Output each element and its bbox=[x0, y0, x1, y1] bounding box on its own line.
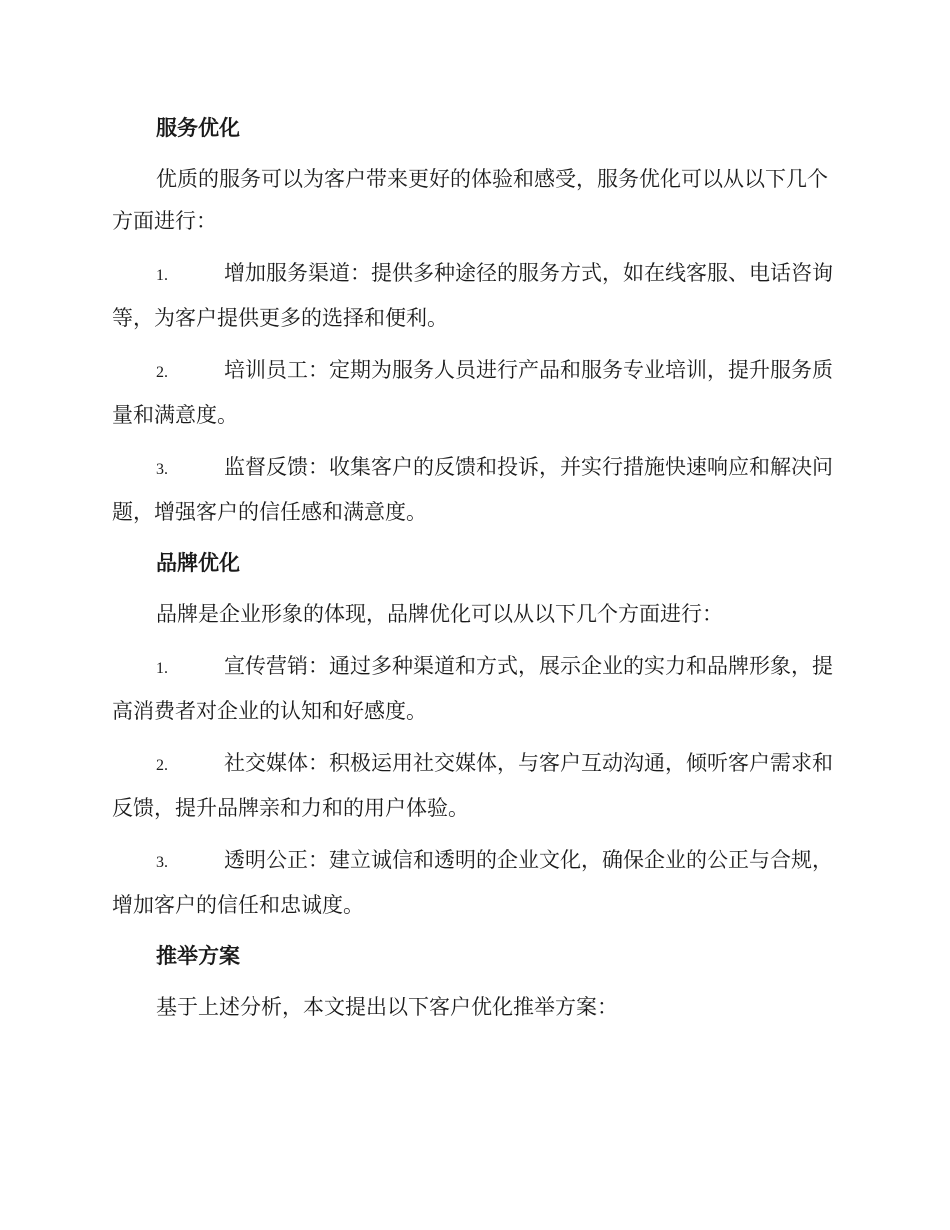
section-heading: 推举方案 bbox=[156, 943, 240, 968]
list-item-number: 3. bbox=[156, 461, 168, 478]
list-item-number: 2. bbox=[156, 364, 168, 381]
document-body bbox=[112, 108, 837, 1038]
list-item-number: 3. bbox=[156, 854, 168, 871]
list-item-text: 社交媒体：积极运用社交媒体，与客户互动沟通，倾听客户需求和反馈，提升品牌亲和力和的用户体验。 bbox=[112, 751, 833, 820]
list-item bbox=[112, 446, 837, 533]
list-item-text: 透明公正：建立诚信和透明的企业文化，确保企业的公正与合规，增加客户的信任和忠诚度。 bbox=[112, 848, 833, 917]
list-item-number: 1. bbox=[156, 660, 168, 677]
section-heading: 服务优化 bbox=[156, 115, 240, 140]
list-item-text: 监督反馈：收集客户的反馈和投诉，并实行措施快速响应和解决问题，增强客户的信任感和满意度。 bbox=[112, 455, 833, 524]
list-item-number: 1. bbox=[156, 267, 168, 284]
list-item-text: 宣传营销：通过多种渠道和方式，展示企业的实力和品牌形象，提高消费者对企业的认知和好感度。 bbox=[112, 654, 833, 723]
list-item bbox=[112, 349, 837, 436]
section-intro: 基于上述分析，本文提出以下客户优化推举方案： bbox=[156, 995, 618, 1019]
list-item-text: 增加服务渠道：提供多种途径的服务方式，如在线客服、电话咨询等，为客户提供更多的选择和便利。 bbox=[112, 261, 833, 330]
section-intro: 优质的服务可以为客户带来更好的体验和感受，服务优化可以从以下几个方面进行： bbox=[112, 167, 828, 233]
list-item bbox=[112, 645, 837, 732]
list-item-number: 2. bbox=[156, 757, 168, 774]
list-item bbox=[112, 742, 837, 829]
list-item bbox=[112, 252, 837, 339]
section-intro: 品牌是企业形象的体现，品牌优化可以从以下几个方面进行： bbox=[156, 602, 723, 626]
section-heading: 品牌优化 bbox=[156, 550, 240, 575]
list-item-text: 培训员工：定期为服务人员进行产品和服务专业培训，提升服务质量和满意度。 bbox=[112, 358, 833, 427]
list-item bbox=[112, 839, 837, 926]
